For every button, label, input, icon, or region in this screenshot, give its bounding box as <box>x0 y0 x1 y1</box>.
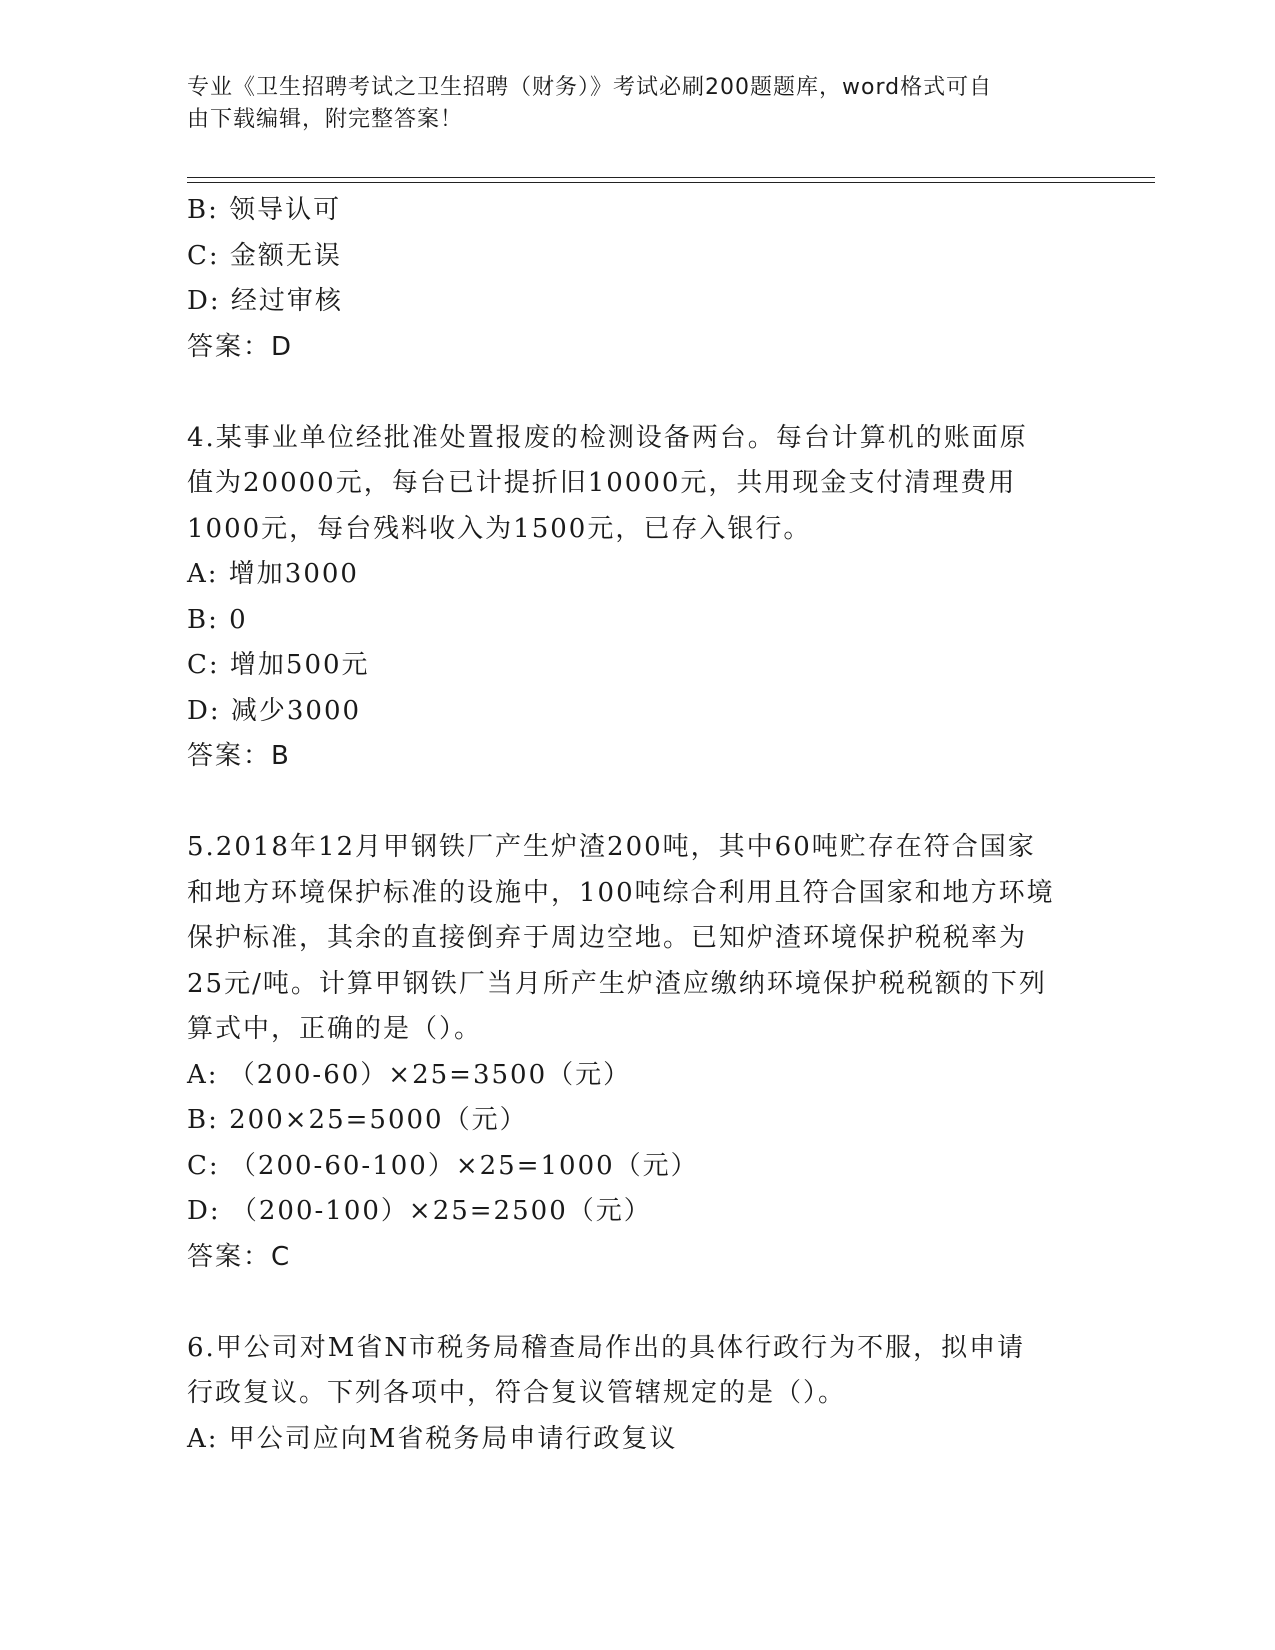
question-text-line: 6.甲公司对M省N市税务局稽查局作出的具体行政行为不服，拟申请 <box>187 1332 1026 1363</box>
question-text-line: 算式中，正确的是（）。 <box>187 1014 483 1044</box>
option-a: A: （200-60）×25=3500（元） <box>187 1059 632 1090</box>
option-a: A: 增加3000 <box>187 559 359 589</box>
question-text-line: 行政复议。下列各项中，符合复议管辖规定的是（）。 <box>187 1378 847 1408</box>
option-d: D: 经过审核 <box>187 286 343 316</box>
document-header <box>187 72 1067 136</box>
document-body <box>187 188 1087 1462</box>
option-b: B: 领导认可 <box>187 195 342 225</box>
answer-line: 答案：C <box>187 1241 292 1272</box>
question-5 <box>187 825 1087 1280</box>
question-4 <box>187 416 1087 780</box>
option-c: C: 金额无误 <box>187 240 342 271</box>
question-text-line: 值为20000元，每台已计提折旧10000元，共用现金支付清理费用 <box>187 468 1017 498</box>
question-3-tail <box>187 188 1087 370</box>
spacer <box>187 1280 1087 1326</box>
answer-line: 答案：D <box>187 331 294 362</box>
question-text-line: 5.2018年12月甲钢铁厂产生炉渣200吨，其中60吨贮存在符合国家 <box>187 832 1036 862</box>
option-b: B: 0 <box>187 604 248 635</box>
header-line-1: 专业《卫生招聘考试之卫生招聘（财务）》考试必刷200题题库，word格式可自 <box>187 75 993 100</box>
question-6 <box>187 1326 1087 1463</box>
question-text-line: 保护标准，其余的直接倒弃于周边空地。已知炉渣环境保护税税率为 <box>187 923 1028 953</box>
header-line-2: 由下载编辑，附完整答案！ <box>187 107 464 132</box>
header-rule-bottom <box>187 182 1155 183</box>
answer-line: 答案：B <box>187 741 291 771</box>
option-d: D: 减少3000 <box>187 695 362 726</box>
spacer <box>187 780 1087 826</box>
option-d: D: （200-100）×25=2500（元） <box>187 1196 652 1226</box>
question-text-line: 25元/吨。计算甲钢铁厂当月所产生炉渣应缴纳环境保护税税额的下列 <box>187 968 1047 999</box>
option-a: A: 甲公司应向M省税务局申请行政复议 <box>187 1423 678 1454</box>
option-c: C: （200-60-100）×25=1000（元） <box>187 1150 699 1181</box>
option-b: B: 200×25=5000（元） <box>187 1105 528 1135</box>
question-text-line: 4.某事业单位经批准处置报废的检测设备两台。每台计算机的账面原 <box>187 422 1028 453</box>
spacer <box>187 370 1087 416</box>
option-c: C: 增加500元 <box>187 650 370 680</box>
question-text-line: 和地方环境保护标准的设施中，100吨综合利用且符合国家和地方环境 <box>187 877 1055 908</box>
question-text-line: 1000元，每台残料收入为1500元，已存入银行。 <box>187 513 812 544</box>
header-rule-top <box>187 177 1155 178</box>
